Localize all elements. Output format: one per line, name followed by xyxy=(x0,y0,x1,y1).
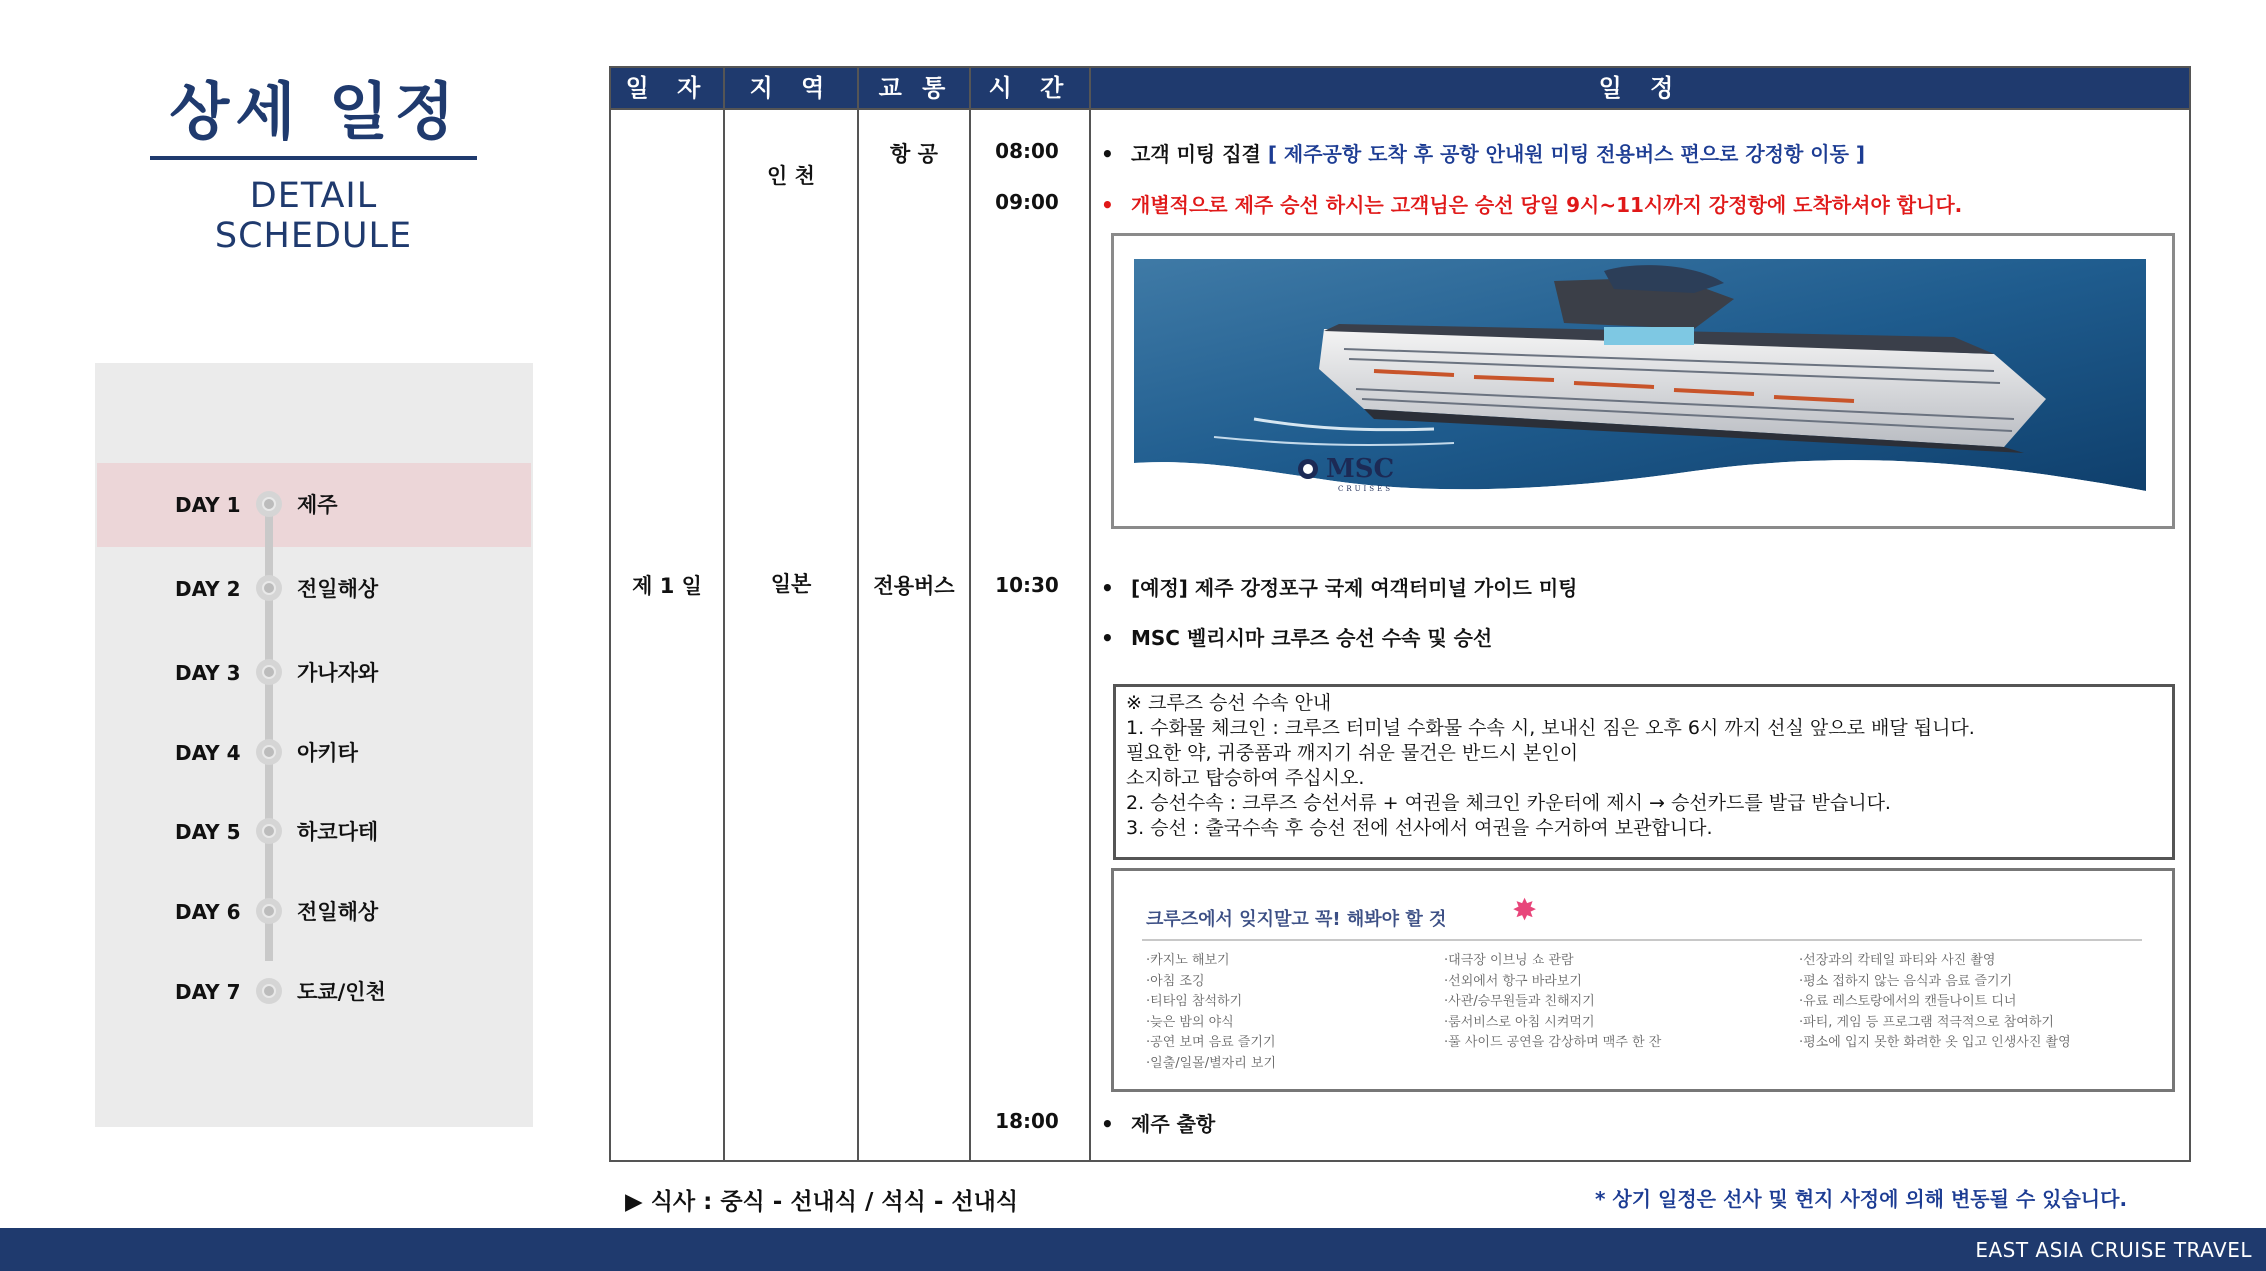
must-do-item: ·공연 보며 음료 즐기기 xyxy=(1146,1035,1276,1050)
header-transport: 교 통 편 xyxy=(878,74,952,142)
must-do-item: ·대극장 이브닝 쇼 관람 xyxy=(1444,953,1574,968)
boarding-text: MSC 벨리시마 크루즈 승선 수속 및 승선 xyxy=(1131,626,1493,650)
header-schedule: 일 정 xyxy=(1598,74,1684,102)
region-japan: 일본 xyxy=(770,572,812,596)
day-label: DAY 2 xyxy=(175,577,241,601)
region-incheon: 인 천 xyxy=(767,164,815,188)
day-item-4[interactable] xyxy=(95,733,533,773)
timeline-dot-icon xyxy=(256,575,282,601)
meeting-item xyxy=(1101,138,1865,167)
departure-item xyxy=(1101,1108,1215,1137)
day-item-2[interactable] xyxy=(95,569,533,609)
footer-brand: EAST ASIA CRUISE TRAVEL xyxy=(1975,1238,2252,1262)
day-place: 제주 xyxy=(297,493,338,517)
day-place: 하코다테 xyxy=(297,820,379,844)
time-1800: 18:00 xyxy=(995,1109,1059,1133)
info-line: 2. 승선수속 : 크루즈 승선서류 + 여권을 체크인 카운터에 제시 → 승선카드를 발급 받습니다. xyxy=(1126,792,1891,814)
page-subtitle: DETAIL SCHEDULE xyxy=(214,176,413,256)
schedule-change-note: * 상기 일정은 선사 및 현지 사정에 의해 변동될 수 있습니다. xyxy=(1595,1187,2128,1211)
must-do-column-1 xyxy=(1146,951,1276,1074)
column-divider xyxy=(857,68,859,1160)
day-cell: 제 1 일 xyxy=(632,574,702,598)
must-do-item: ·티타임 참석하기 xyxy=(1146,994,1243,1009)
meal-info: ▶ 식사 : 중식 - 선내식 / 석식 - 선내식 xyxy=(625,1189,1019,1215)
header-time: 시 간 xyxy=(988,74,1074,102)
meeting-detail: [ 제주공항 도착 후 공항 안내원 미팅 전용버스 편으로 강정항 이동 ] xyxy=(1267,142,1866,166)
day-place: 전일해상 xyxy=(297,577,379,601)
timeline-dot-icon xyxy=(256,739,282,765)
must-do-item: ·선외에서 항구 바라보기 xyxy=(1444,973,1582,989)
transport-bus: 전용버스 xyxy=(873,574,955,598)
header-region: 지 역 xyxy=(749,74,835,102)
boarding-item xyxy=(1101,622,1492,651)
transport-air: 항 공 xyxy=(890,142,938,166)
must-do-item: ·풀 사이드 공연을 감상하며 맥주 한 잔 xyxy=(1444,1035,1662,1050)
must-do-item: ·일출/일몰/별자리 보기 xyxy=(1146,1055,1277,1071)
individual-notice-item xyxy=(1101,189,1962,218)
guide-meeting-text: [예정] 제주 강정포구 국제 여객터미널 가이드 미팅 xyxy=(1131,576,1578,600)
day-label: DAY 4 xyxy=(175,741,241,765)
timeline-dot-icon xyxy=(256,818,282,844)
info-line: 필요한 약, 귀중품과 깨지기 쉬운 물건은 반드시 본인이 xyxy=(1126,742,1579,764)
individual-notice-text: 개별적으로 제주 승선 하시는 고객님은 승선 당일 9시~11시까지 강정항에 도착하셔야 합니다. xyxy=(1131,193,1963,217)
bullet-icon: • xyxy=(1101,626,1114,650)
column-divider xyxy=(969,68,971,1160)
header-divider xyxy=(611,108,2189,110)
departure-text: 제주 출항 xyxy=(1131,1112,1216,1136)
day-place: 가나자와 xyxy=(297,661,379,685)
boarding-info-box xyxy=(1113,684,2175,860)
star-sparkle-icon: ✸ xyxy=(1512,893,1538,928)
bullet-icon: • xyxy=(1101,1112,1114,1136)
must-do-item: ·파티, 게임 등 프로그램 적극적으로 참여하기 xyxy=(1799,1014,2054,1030)
time-1030: 10:30 xyxy=(995,573,1059,597)
ship-image-frame xyxy=(1111,233,2175,529)
must-do-box xyxy=(1111,868,2175,1092)
table-header xyxy=(611,68,2189,142)
header-date: 일 자 xyxy=(625,74,711,102)
day-label: DAY 5 xyxy=(175,820,241,844)
day-label: DAY 1 xyxy=(175,493,241,517)
column-divider xyxy=(723,68,725,1160)
must-do-item: ·평소 접하지 않는 음식과 음료 즐기기 xyxy=(1799,973,2013,989)
footer-bar xyxy=(0,1228,2266,1271)
day-label: DAY 7 xyxy=(175,980,241,1004)
must-do-item: ·평소에 입지 못한 화려한 옷 입고 인생사진 촬영 xyxy=(1799,1035,2071,1050)
day-place: 도쿄/인천 xyxy=(297,980,386,1004)
must-do-item: ·룸서비스로 아침 시켜먹기 xyxy=(1444,1014,1595,1030)
day-navigation xyxy=(95,363,533,1127)
must-do-item: ·늦은 밤의 야식 xyxy=(1146,1014,1234,1030)
must-do-column-3 xyxy=(1799,951,2071,1054)
day-item-7[interactable] xyxy=(95,972,533,1012)
must-do-title: 크루즈에서 잊지말고 꼭! 해봐야 할 것 xyxy=(1146,909,1447,930)
title-underline xyxy=(150,156,477,160)
day-item-6[interactable] xyxy=(95,892,533,932)
info-line: 3. 승선 : 출국수속 후 승선 전에 선사에서 여권을 수거하여 보관합니다. xyxy=(1126,817,1713,839)
day-label: DAY 3 xyxy=(175,661,241,685)
day-place: 아키타 xyxy=(297,741,358,765)
guide-meeting-item xyxy=(1101,572,1577,601)
msc-logo-subtext: CRUISES xyxy=(1338,485,1393,493)
must-do-divider xyxy=(1142,939,2142,941)
meeting-text: 고객 미팅 집결 xyxy=(1131,142,1268,166)
msc-logo-text: MSC xyxy=(1326,454,1395,484)
timeline-dot-icon xyxy=(256,659,282,685)
bullet-icon: • xyxy=(1101,142,1114,166)
day-item-3[interactable] xyxy=(95,653,533,693)
must-do-column-2 xyxy=(1444,951,1661,1054)
timeline-dot-icon xyxy=(256,978,282,1004)
time-0900: 09:00 xyxy=(995,190,1059,214)
must-do-item: ·사관/승무원들과 친해지기 xyxy=(1444,994,1595,1009)
must-do-item: ·선장과의 칵테일 파티와 사진 촬영 xyxy=(1799,953,1996,968)
time-0800: 08:00 xyxy=(995,139,1059,163)
day-label: DAY 6 xyxy=(175,900,241,924)
day-item-5[interactable] xyxy=(95,812,533,852)
bullet-icon: • xyxy=(1101,193,1114,217)
cruise-ship-image xyxy=(1134,259,2146,495)
column-divider xyxy=(1089,68,1091,1160)
bullet-icon: • xyxy=(1101,576,1114,600)
must-do-item: ·유료 레스토랑에서의 캔들나이트 디너 xyxy=(1799,994,2017,1009)
day-place: 전일해상 xyxy=(297,900,379,924)
must-do-item: ·아침 조깅 xyxy=(1146,973,1205,989)
timeline-dot-icon xyxy=(256,898,282,924)
info-line: ※ 크루즈 승선 수속 안내 xyxy=(1126,692,1332,714)
timeline-dot-icon xyxy=(256,491,282,517)
schedule-table xyxy=(609,66,2191,1162)
must-do-item: ·카지노 해보기 xyxy=(1146,953,1230,968)
day-item-1[interactable] xyxy=(95,485,533,525)
info-line: 1. 수화물 체크인 : 크루즈 터미널 수화물 수속 시, 보내신 짐은 오후 6시 까지 선실 앞으로 배달 됩니다. xyxy=(1126,717,1975,739)
info-line: 소지하고 탑승하여 주십시오. xyxy=(1126,767,1365,789)
page-title: 상세 일정 xyxy=(169,75,461,148)
